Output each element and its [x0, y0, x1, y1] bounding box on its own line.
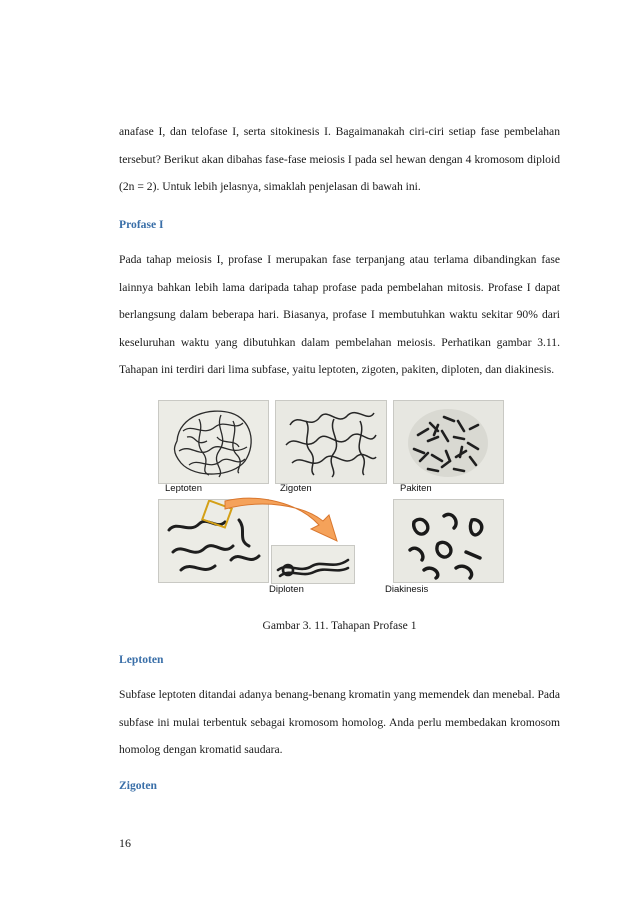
diploten-zoom-micrograph [271, 545, 355, 584]
heading-zigoten: Zigoten [119, 778, 158, 792]
profase-paragraph: Pada tahap meiosis I, profase I merupakan fase terpanjang atau terlama dibandingkan fase lainnya bahkan lebih lama daripada tahap profase pada pembelahan mitosis. Profase I dapat berlangsung dalam beberapa hari. Biasanya, profase I membutuhkan waktu sekitar 90% dari keseluruhan waktu yang dibutuhkan dalam pembelahan meiosis. Perhatikan gambar 3.11. Tahapan ini terdiri dari lima subfase, yaitu leptoten, zigoten, pakiten, diploten, dan diakinesis. [119, 253, 560, 376]
heading-leptoten: Leptoten [119, 652, 164, 666]
heading-profase-i: Profase I [119, 217, 164, 231]
leptoten-micrograph [158, 400, 269, 484]
label-pakiten: Pakiten [400, 482, 432, 494]
figure-profase-stages [119, 400, 560, 600]
label-diakinesis: Diakinesis [385, 583, 429, 595]
label-diploten: Diploten [269, 583, 304, 595]
zigoten-micrograph [275, 400, 387, 484]
page-content [119, 118, 560, 799]
leptoten-paragraph: Subfase leptoten ditandai adanya benang-benang kromatin yang memendek dan menebal. Pada subfase ini mulai terbentuk sebagai kromosom homolog. Anda perlu membedakan kromosom homolog dengan kromatid saudara. [119, 688, 560, 756]
page-number: 16 [119, 836, 131, 850]
pakiten-micrograph [393, 400, 504, 484]
label-leptoten: Leptoten [165, 482, 202, 494]
diakinesis-micrograph [393, 499, 504, 583]
label-zigoten: Zigoten [280, 482, 312, 494]
figure-caption: Gambar 3. 11. Tahapan Profase 1 [262, 618, 417, 632]
intro-paragraph: anafase I, dan telofase I, serta sitokinesis I. Bagaimanakah ciri-ciri setiap fase pembelahan tersebut? Berikut akan dibahas fase-fase meiosis I pada sel hewan dengan 4 kromosom diploid (2n = 2). Untuk lebih jelasnya, simaklah penjelasan di bawah ini. [119, 125, 560, 193]
